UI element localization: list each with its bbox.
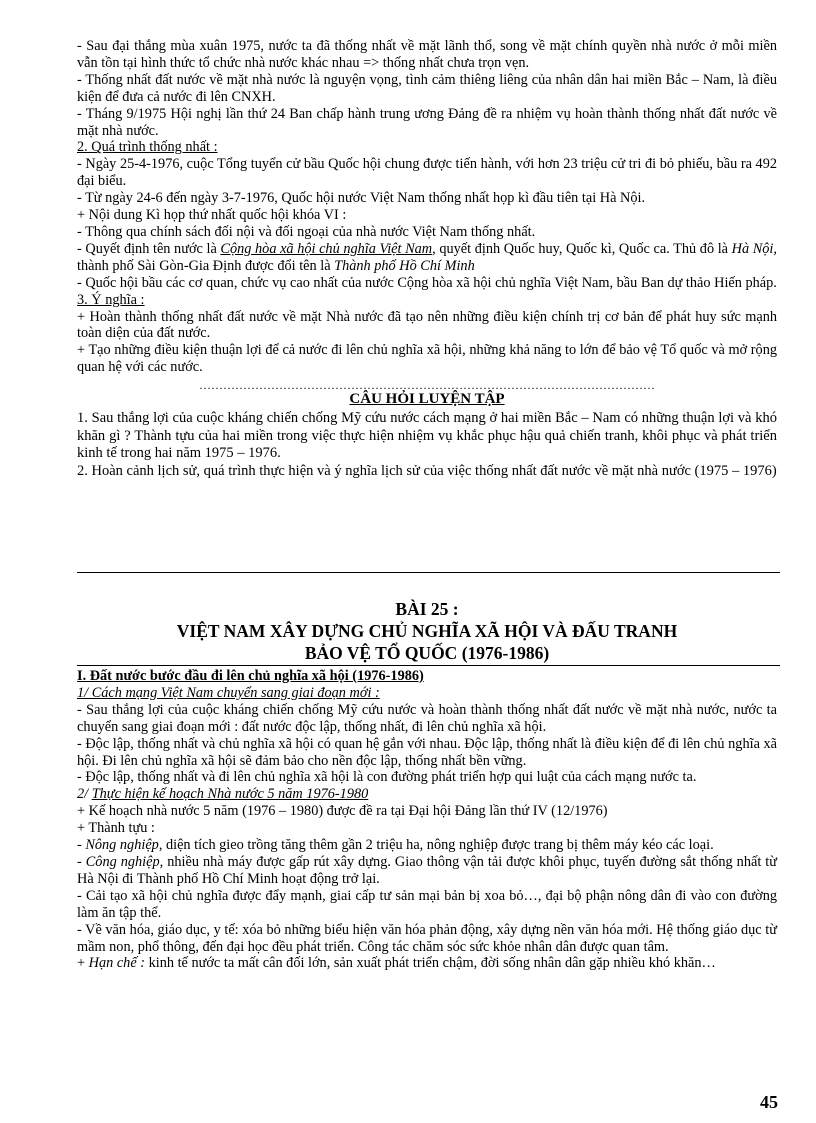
text: - <box>77 837 86 854</box>
paragraph <box>77 241 777 275</box>
emphasis: Cộng hòa xã hội chủ nghĩa Việt Nam <box>220 240 433 257</box>
text: , quyết định Quốc huy, Quốc kì, Quốc ca. Thủ đô là <box>432 240 732 257</box>
title-divider <box>77 665 780 666</box>
text: , thành phố Sài Gòn-Gia Định được đổi tên là <box>77 240 777 274</box>
paragraph: - Độc lập, thống nhất và đi lên chủ nghĩa xã hội là con đường phát triển hợp qui luật của cách mạng nước ta. <box>77 769 697 786</box>
paragraph <box>77 955 777 972</box>
paragraph: - Cải tạo xã hội chủ nghĩa được đẩy mạnh, giai cấp tư sản mại bản bị xoa bỏ…, đại bộ phận nông dân đi vào con đường làm ăn tập thể. <box>77 887 777 921</box>
text: , diện tích gieo trồng tăng thêm gần 2 triệu ha, nông nghiệp được trang bị thêm máy kéo các loại. <box>158 837 714 854</box>
emphasis: Nông nghiệp <box>85 837 159 854</box>
subsection-heading <box>77 786 777 803</box>
section-heading: I. Đất nước bước đầu đi lên chủ nghĩa xã hội (1976-1986) <box>77 668 424 684</box>
paragraph <box>77 837 777 854</box>
dotted-divider: …………………………………………………………………………………………………… <box>199 379 655 392</box>
section-heading: 3. Ý nghĩa : <box>77 291 145 308</box>
text: 2/ <box>77 786 92 803</box>
emphasis: Thực hiện kế hoạch Nhà nước 5 năm 1976-1980 <box>91 786 369 803</box>
text: - <box>77 853 86 870</box>
section-heading: 2. Quá trình thống nhất : <box>77 139 218 156</box>
text: nhiều nhà máy được gấp rút xây dựng. Giao thông vận tải được khôi phục, tuyến đường sắt thống nhất từ Hà Nội đi Thành phố Hồ Chí Minh hoạt động trở lại. <box>77 853 778 887</box>
lesson-header <box>77 598 777 664</box>
paragraph: - Độc lập, thống nhất và chủ nghĩa xã hội có quan hệ gắn với nhau. Độc lập, thống nhất là điều kiện để đi lên chủ nghĩa xã hội. Đi lên chủ nghĩa xã hội sẽ đảm bảo cho nền độc lập, thống nhất bền vững. <box>77 735 777 769</box>
paragraph <box>77 854 777 888</box>
page-number: 45 <box>760 1092 778 1112</box>
page-bottom-content <box>77 668 777 972</box>
questions-title: CÂU HỎI LUYỆN TẬP <box>349 391 505 408</box>
lesson-number: BÀI 25 : <box>395 599 459 619</box>
paragraph: + Hoàn thành thống nhất đất nước về mặt Nhà nước đã tạo nên những điều kiện chính trị cơ bản để phát huy sức mạnh toàn diện của đất nước. <box>77 308 777 342</box>
emphasis: Hà Nội <box>731 240 774 257</box>
question: 1. Sau thắng lợi của cuộc kháng chiến chống Mỹ cứu nước cách mạng ở hai miền Bắc – Nam có những thuận lợi và khó khăn gì ? Thành tựu của hai miền trong việc thực hiện nhiệm vụ khắc phục hậu quả chiến tranh, khôi phục và phát triển kinh tế trong hai năm 1975 – 1976. <box>77 410 777 462</box>
paragraph: - Từ ngày 24-6 đến ngày 3-7-1976, Quốc hội nước Việt Nam thống nhất họp kì đầu tiên tại Hà Nội. <box>77 190 646 207</box>
paragraph: - Ngày 25-4-1976, cuộc Tổng tuyển cử bầu Quốc hội chung được tiến hành, với hơn 23 triệu cử tri đi bỏ phiếu, bầu ra 492 đại biểu. <box>77 156 777 190</box>
emphasis: Hạn chế : <box>88 955 146 972</box>
emphasis: Công nghiệp, <box>85 853 164 870</box>
subsection-heading: 1/ Cách mạng Việt Nam chuyển sang giai đoạn mới : <box>77 684 380 701</box>
paragraph: + Nội dung Kì họp thứ nhất quốc hội khóa VI : <box>77 207 347 224</box>
paragraph: + Thành tựu : <box>77 820 155 837</box>
paragraph: - Thông qua chính sách đối nội và đối ngoại của nhà nước Việt Nam thống nhất. <box>77 223 536 240</box>
lesson-title-line1: VIỆT NAM XÂY DỰNG CHỦ NGHĨA XÃ HỘI VÀ ĐẤU TRANH <box>176 621 678 641</box>
section-divider <box>77 572 780 573</box>
paragraph: - Thống nhất đất nước về mặt nhà nước là nguyện vọng, tình cảm thiêng liêng của nhân dân hai miền Bắc – Nam, là điều kiện để đưa cả nước đi lên CNXH. <box>77 71 777 105</box>
paragraph: - Sau thắng lợi của cuộc kháng chiến chống Mỹ cứu nước và hoàn thành thống nhất đất nước về mặt nhà nước, nước ta chuyển sang giai đoạn mới : đất nước độc lập, thống nhất, đi lên chủ nghĩa xã hội. <box>77 701 777 735</box>
text: + <box>77 955 89 972</box>
paragraph: - Về văn hóa, giáo dục, y tế: xóa bỏ những biểu hiện văn hóa phản động, xây dựng nền văn hóa mới. Hệ thống giáo dục từ mầm non, phổ thông, đến đại học đều phát triển. Công tác chăm sóc sức khỏe nhân dân được quan tâm. <box>77 921 777 955</box>
paragraph: - Sau đại thắng mùa xuân 1975, nước ta đã thống nhất về mặt lãnh thổ, song về mặt chính quyền nhà nước ở mỗi miền vẫn tồn tại hình thức tổ chức nhà nước khác nhau => thống nhất chưa trọn vẹn. <box>77 38 777 71</box>
question: 2. Hoàn cảnh lịch sử, quá trình thực hiện và ý nghĩa lịch sử của việc thống nhất đất nước về mặt nhà nước (1975 – 1976) <box>77 462 777 479</box>
lesson-title-line2: BẢO VỆ TỔ QUỐC (1976-1986) <box>304 643 550 663</box>
page-top-content <box>77 38 777 480</box>
text: kinh tế nước ta mất cân đối lớn, sản xuất phát triển chậm, đời sống nhân dân gặp nhiều khó khăn… <box>145 955 716 972</box>
paragraph: + Tạo những điều kiện thuận lợi để cả nước đi lên chủ nghĩa xã hội, những khả năng to lớn để bảo vệ Tổ quốc và mở rộng quan hệ với các nước. <box>77 342 777 376</box>
paragraph: + Kế hoạch nhà nước 5 năm (1976 – 1980) được đề ra tại Đại hội Đảng lần thứ IV (12/1976) <box>77 803 608 820</box>
text: - Quyết định tên nước là <box>77 240 221 257</box>
emphasis: Thành phố Hồ Chí Minh <box>334 257 475 274</box>
paragraph: - Quốc hội bầu các cơ quan, chức vụ cao nhất của nước Cộng hòa xã hội chủ nghĩa Việt Nam, bầu Ban dự thảo Hiến pháp. <box>77 274 777 291</box>
paragraph: - Tháng 9/1975 Hội nghị lần thứ 24 Ban chấp hành trung ương Đảng đề ra nhiệm vụ hoàn thành thống nhất đất nước về mặt nhà nước. <box>77 105 777 139</box>
